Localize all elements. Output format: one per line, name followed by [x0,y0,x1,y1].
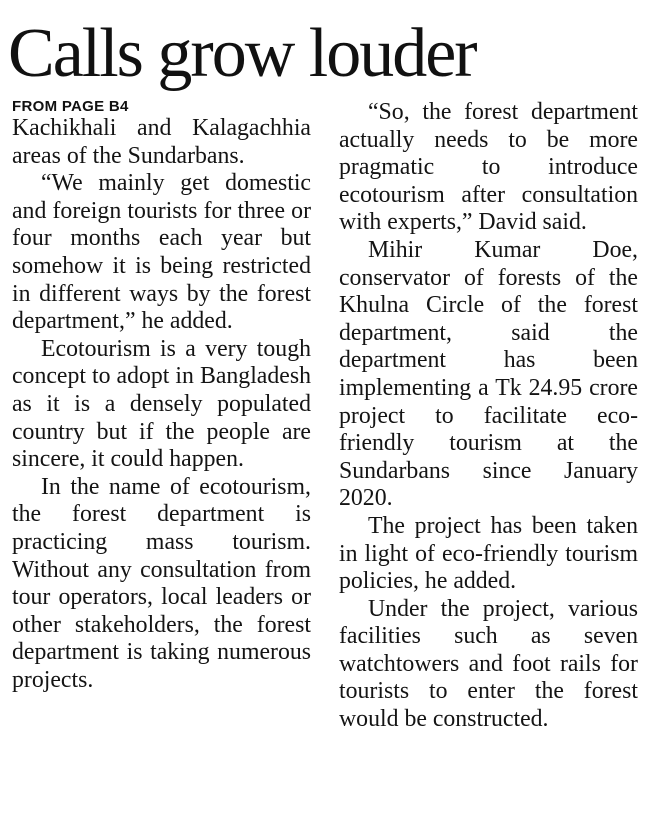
paragraph: Mihir Kumar Doe, conservator of forests of the Khulna Circle of the forest department, said the department has been implementing a Tk 24.95 crore project to facilitate eco-friendly tourism at the Sundarbans since January 2020. [339,236,638,512]
paragraph: “So, the forest department actually needs to be more pragmatic to introduce ecotourism after consultation with experts,” David said. [339,99,638,236]
article-column-right [339,99,638,734]
paragraph: The project has been taken in light of eco-friendly tourism policies, he added. [339,512,638,595]
paragraph: “We mainly get domestic and foreign tourists for three or four months each year but somehow it is being restricted in different ways by the forest department,” he added. [12,170,311,335]
paragraph: In the name of ecotourism, the forest department is practicing mass tourism. Without any consultation from tour operators, local leaders or other stakeholders, the forest department is taking numerous projects. [12,473,311,693]
headline: Calls grow louder [8,15,476,92]
paragraph: Kachikhali and Kalagachhia areas of the Sundarbans. [12,115,311,169]
paragraph: Under the project, various facilities such as seven watchtowers and foot rails for tourists to enter the forest would be constructed. [339,595,638,733]
paragraph: Ecotourism is a very tough concept to adopt in Bangladesh as it is a densely populated country but if the people are sincere, it could happen. [12,335,311,473]
jump-line: FROM PAGE B4 [12,98,129,115]
article-column-left [12,99,311,694]
